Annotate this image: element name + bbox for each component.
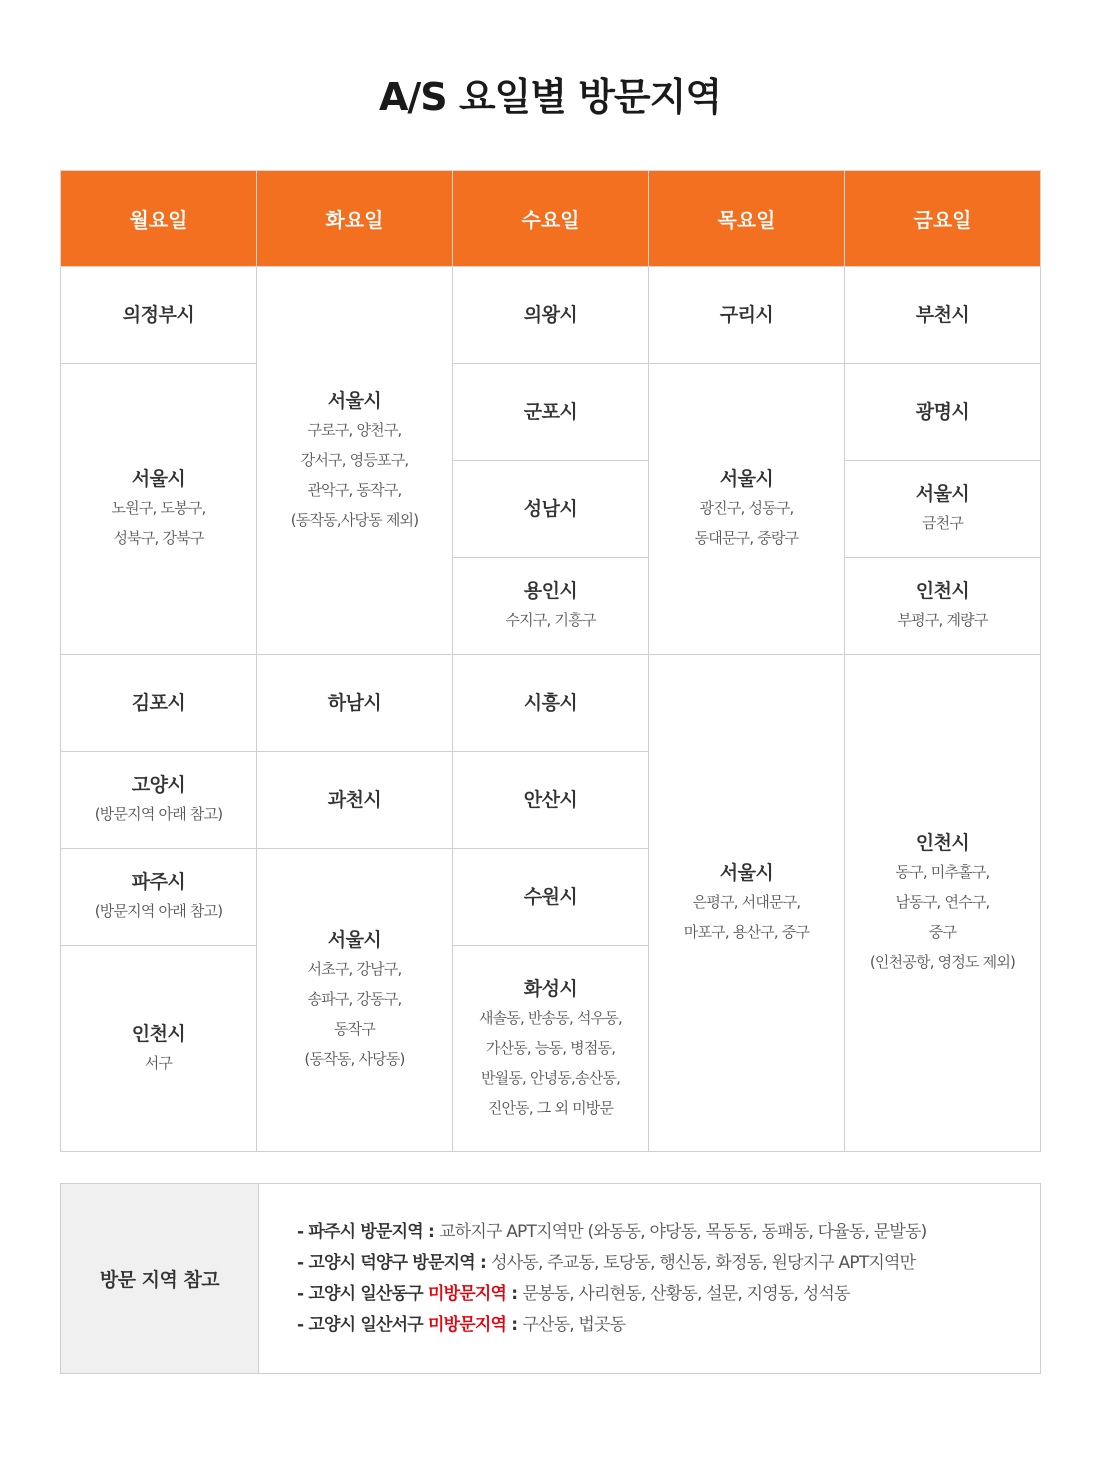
cell-wed-4: [453, 655, 649, 752]
cell-wed-0: [453, 267, 649, 364]
city-name: 김포시: [131, 692, 186, 714]
city-name: 성남시: [523, 498, 578, 520]
district-line: 동작구: [333, 1020, 376, 1038]
cell-thu-0: [649, 267, 845, 364]
header-friday: 금요일: [845, 171, 1041, 267]
district-line: (동작동,사당동 제외): [290, 510, 419, 529]
cell-thu-2: [649, 655, 845, 1152]
city-name: 부천시: [915, 304, 970, 326]
district-line: 마포구, 용산구, 중구: [683, 923, 810, 941]
header-monday: 월요일: [61, 171, 257, 267]
district-line: 부평구, 계량구: [897, 611, 988, 629]
reference-line-ilsanseo: - 고양시 일산서구 미방문지역 : 구산동, 법곳동: [297, 1314, 626, 1335]
city-name: 안산시: [523, 789, 578, 811]
city-name: 수원시: [523, 886, 578, 908]
city-name: 화성시: [523, 977, 578, 1000]
district-line: (방문지역 아래 참고): [94, 805, 223, 823]
district-line: 관악구, 동작구,: [307, 480, 402, 499]
cell-fri-1: [845, 364, 1041, 461]
city-name: 구리시: [719, 304, 774, 326]
district-line: 동대문구, 중랑구: [694, 529, 799, 547]
district-line: 성북구, 강북구: [113, 529, 204, 547]
city-name: 서울시: [327, 389, 382, 412]
cell-tue-3: [257, 849, 453, 1152]
city-name: 군포시: [523, 401, 578, 423]
city-name: 시흥시: [523, 692, 578, 714]
cell-tue-1: [257, 655, 453, 752]
district-line: 가산동, 능동, 병점동,: [485, 1038, 616, 1057]
city-name: 광명시: [915, 401, 970, 423]
cell-tue-0: [257, 267, 453, 655]
city-name: 의왕시: [523, 304, 578, 326]
cell-mon-0: [61, 267, 257, 364]
header-thursday: 목요일: [649, 171, 845, 267]
district-line: 남동구, 연수구,: [895, 893, 990, 911]
district-line: 송파구, 강동구,: [307, 990, 402, 1008]
cell-wed-6: [453, 849, 649, 946]
cell-wed-3: [453, 558, 649, 655]
city-name: 의정부시: [122, 304, 195, 326]
cell-wed-1: [453, 364, 649, 461]
reference-line-deogyang: - 고양시 덕양구 방문지역 : 성사동, 주교동, 토당동, 행신동, 화정동, 원당지구 APT지역만: [297, 1252, 916, 1273]
cell-wed-5: [453, 752, 649, 849]
city-name: 서울시: [327, 929, 382, 951]
district-line: 광진구, 성동구,: [699, 499, 794, 517]
city-name: 고양시: [131, 774, 186, 796]
cell-mon-2: [61, 655, 257, 752]
city-name: 서울시: [719, 862, 774, 884]
district-line: 진안동, 그 외 미방문: [487, 1098, 614, 1117]
cell-fri-4: [845, 655, 1041, 1152]
district-line: 금천구: [921, 514, 964, 532]
header-tuesday: 화요일: [257, 171, 453, 267]
city-name: 용인시: [523, 580, 578, 602]
city-name: 하남시: [327, 692, 382, 714]
header-wednesday: 수요일: [453, 171, 649, 267]
district-line: 수지구, 기흥구: [505, 611, 596, 629]
district-line: (동작동, 사당동): [304, 1050, 405, 1068]
city-name: 인천시: [915, 580, 970, 602]
header-row: [61, 171, 1041, 267]
cell-wed-2: [453, 461, 649, 558]
city-name: 서울시: [131, 468, 186, 490]
district-line: 중구: [928, 923, 957, 941]
cell-mon-5: [61, 946, 257, 1152]
cell-mon-1: [61, 364, 257, 655]
cell-thu-1: [649, 364, 845, 655]
district-line: 새솔동, 반송동, 석우동,: [478, 1008, 623, 1027]
district-line: 구로구, 양천구,: [307, 420, 402, 439]
district-line: 노원구, 도봉구,: [111, 499, 206, 517]
cell-fri-2: [845, 461, 1041, 558]
city-name: 파주시: [131, 871, 186, 893]
page-title: A/S 요일별 방문지역: [378, 75, 722, 119]
reference-line-ilsandong: - 고양시 일산동구 미방문지역 : 문봉동, 사리현동, 산황동, 설문, 지영동, 성석동: [297, 1283, 850, 1304]
city-name: 인천시: [131, 1022, 186, 1045]
cell-fri-0: [845, 267, 1041, 364]
cell-tue-2: [257, 752, 453, 849]
city-name: 과천시: [327, 789, 382, 811]
city-name: 서울시: [719, 468, 774, 490]
reference-table: [60, 1183, 1041, 1374]
district-line: 서초구, 강남구,: [307, 960, 402, 978]
district-line: 반월동, 안녕동,송산동,: [480, 1068, 621, 1087]
cell-mon-4: [61, 849, 257, 946]
district-line: 강서구, 영등포구,: [300, 450, 409, 469]
cell-wed-7: [453, 946, 649, 1152]
schedule-table: [60, 170, 1041, 1152]
reference-line-paju: - 파주시 방문지역 : 교하지구 APT지역만 (와동동, 야당동, 목동동, 동패동, 다율동, 문발동): [297, 1221, 927, 1242]
reference-body: [259, 1184, 1041, 1374]
reference-label: 방문 지역 참고: [61, 1184, 259, 1374]
district-line: 동구, 미추홀구,: [895, 863, 990, 881]
district-line: 은평구, 서대문구,: [692, 893, 801, 911]
cell-fri-3: [845, 558, 1041, 655]
city-name: 서울시: [915, 483, 970, 505]
cell-mon-3: [61, 752, 257, 849]
city-name: 인천시: [915, 832, 970, 854]
district-line: (인천공항, 영정도 제외): [869, 953, 1016, 971]
district-line: (방문지역 아래 참고): [94, 902, 223, 920]
district-line: 서구: [144, 1053, 173, 1072]
